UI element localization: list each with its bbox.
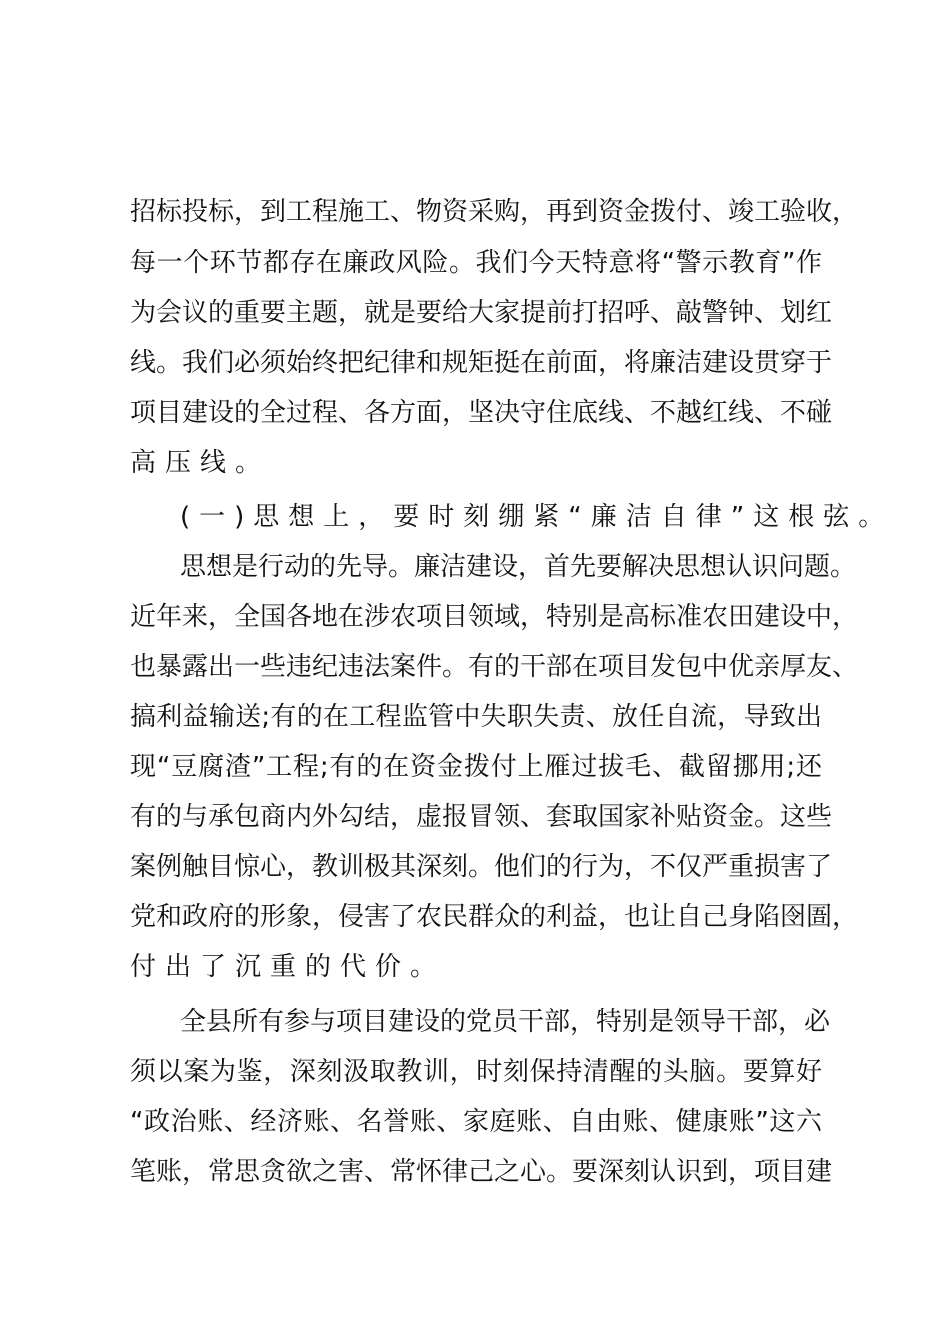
text-line: 付出了沉重的代价。 (130, 952, 446, 982)
text-line: 项目建设的全过程、各方面，坚决守住底线、不越红线、不碰 (130, 398, 833, 428)
text-line: 现“豆腐渣”工程;有的在资金拨付上雁过拔毛、截留挪用;还 (130, 752, 822, 782)
text-line: 每一个环节都存在廉政风险。我们今天特意将“警示教育”作 (130, 248, 822, 278)
text-line: 须以案为鉴，深刻汲取教训，时刻保持清醒的头脑。要算好 (130, 1057, 822, 1087)
text-line: 近年来，全国各地在涉农项目领域，特别是高标准农田建设中， (130, 602, 859, 632)
text-line: 招标投标，到工程施工、物资采购，再到资金拨付、竣工验收， (130, 197, 859, 227)
text-line: 笔账，常思贪欲之害、常怀律己之心。要深刻认识到，项目建 (130, 1157, 833, 1187)
text-line: 也暴露出一些违纪违法案件。有的干部在项目发包中优亲厚友、 (130, 652, 859, 682)
text-line: 有的与承包商内外勾结，虚报冒领、套取国家补贴资金。这些 (130, 802, 833, 832)
heading-text: (一)思想上，要时刻绷紧“廉洁自律”这根弦。 (180, 502, 894, 532)
text-line: 案例触目惊心，教训极其深刻。他们的行为，不仅严重损害了 (130, 852, 833, 882)
text-line: 全县所有参与项目建设的党员干部，特别是领导干部，必 (180, 1007, 831, 1037)
text-line: 为会议的重要主题，就是要给大家提前打招呼、敲警钟、划红 (130, 298, 833, 328)
text-line: 高压线。 (130, 448, 271, 478)
text-line: 党和政府的形象，侵害了农民群众的利益，也让自己身陷囹圄， (130, 902, 859, 932)
text-line: 线。我们必须始终把纪律和规矩挺在前面，将廉洁建设贯穿于 (130, 348, 833, 378)
text-line: 搞利益输送;有的在工程监管中失职失责、放任自流，导致出 (130, 702, 822, 732)
text-line: “政治账、经济账、名誉账、家庭账、自由账、健康账”这六 (130, 1107, 822, 1137)
text-line: 思想是行动的先导。廉洁建设，首先要解决思想认识问题。 (180, 552, 857, 582)
